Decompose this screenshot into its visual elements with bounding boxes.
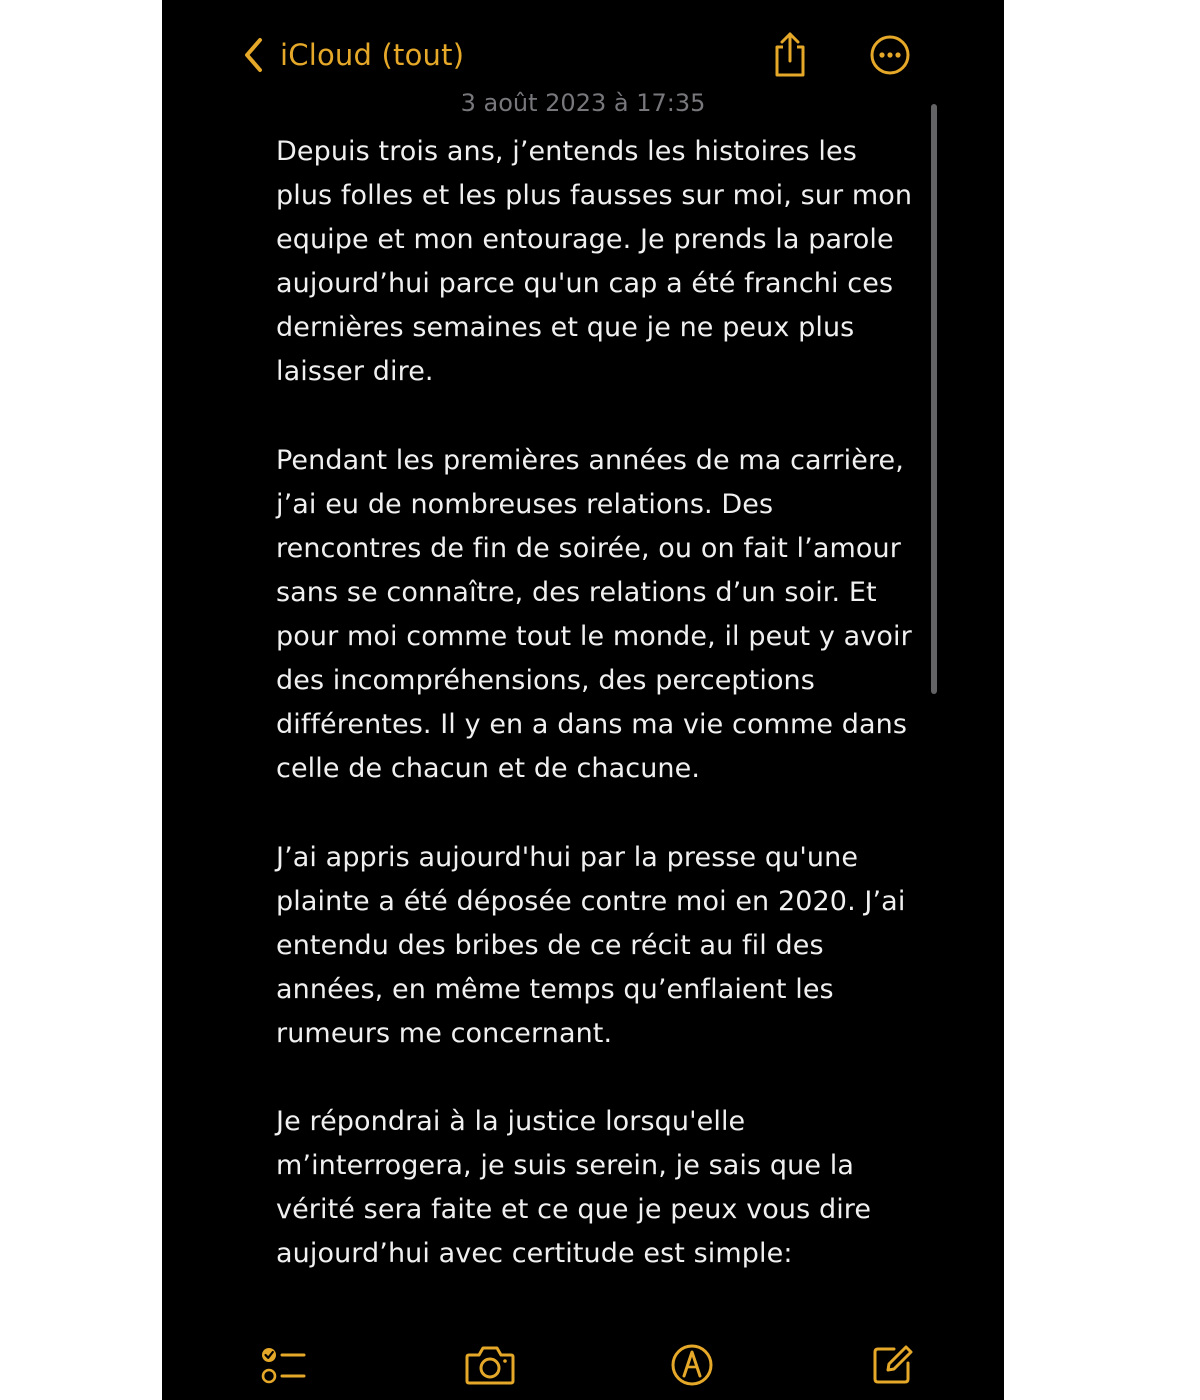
back-button-label: iCloud (tout) bbox=[280, 38, 465, 72]
markup-button[interactable] bbox=[664, 1340, 720, 1390]
chevron-left-icon bbox=[240, 35, 270, 75]
note-paragraph: Pendant les premières années de ma carrière, j’ai eu de nombreuses relations. Des rencontres de fin de soirée, ou on fait l’amour sans se connaître, des relations d’un soir. Et pour moi comme tout le monde, il peut y avoir des incompréhensions, des perceptions différentes. Il y en a dans ma vie comme dans celle de chacun et de chacune. bbox=[276, 444, 912, 785]
markup-pen-icon bbox=[670, 1343, 714, 1387]
compose-button[interactable] bbox=[864, 1340, 920, 1390]
note-body[interactable] bbox=[276, 130, 916, 1321]
note-paragraph: Je répondrai à la justice lorsqu'elle m’interrogera, je suis serein, je sais que la vérité sera faite et ce que je peux vous dire aujourd’hui avec certitude est simple: bbox=[276, 1106, 872, 1270]
more-button[interactable] bbox=[865, 30, 915, 80]
checklist-button[interactable] bbox=[256, 1340, 312, 1390]
checklist-icon bbox=[260, 1343, 308, 1387]
compose-icon bbox=[870, 1343, 914, 1387]
note-paragraph: J’ai appris aujourd'hui par la presse qu'une plainte a été déposée contre moi en 2020. J’ai entendu des bribes de ce récit au fil des années, en même temps qu’enflaient les rumeurs me concernant. bbox=[276, 841, 906, 1049]
note-date: 3 août 2023 à 17:35 bbox=[460, 89, 706, 117]
notes-screen bbox=[162, 0, 1004, 1400]
share-icon bbox=[770, 31, 810, 79]
camera-icon bbox=[464, 1344, 516, 1386]
ellipsis-circle-icon bbox=[869, 34, 911, 76]
camera-button[interactable] bbox=[462, 1340, 518, 1390]
scrollbar[interactable] bbox=[931, 104, 937, 694]
share-button[interactable] bbox=[765, 30, 815, 80]
back-button[interactable] bbox=[240, 30, 464, 80]
note-paragraph: Depuis trois ans, j’entends les histoires les plus folles et les plus fausses sur moi, sur mon equipe et mon entourage. Je prends la parole aujourd’hui parce qu'un cap a été franchi ces dernières semaines et que je ne peux plus laisser dire. bbox=[276, 136, 913, 388]
